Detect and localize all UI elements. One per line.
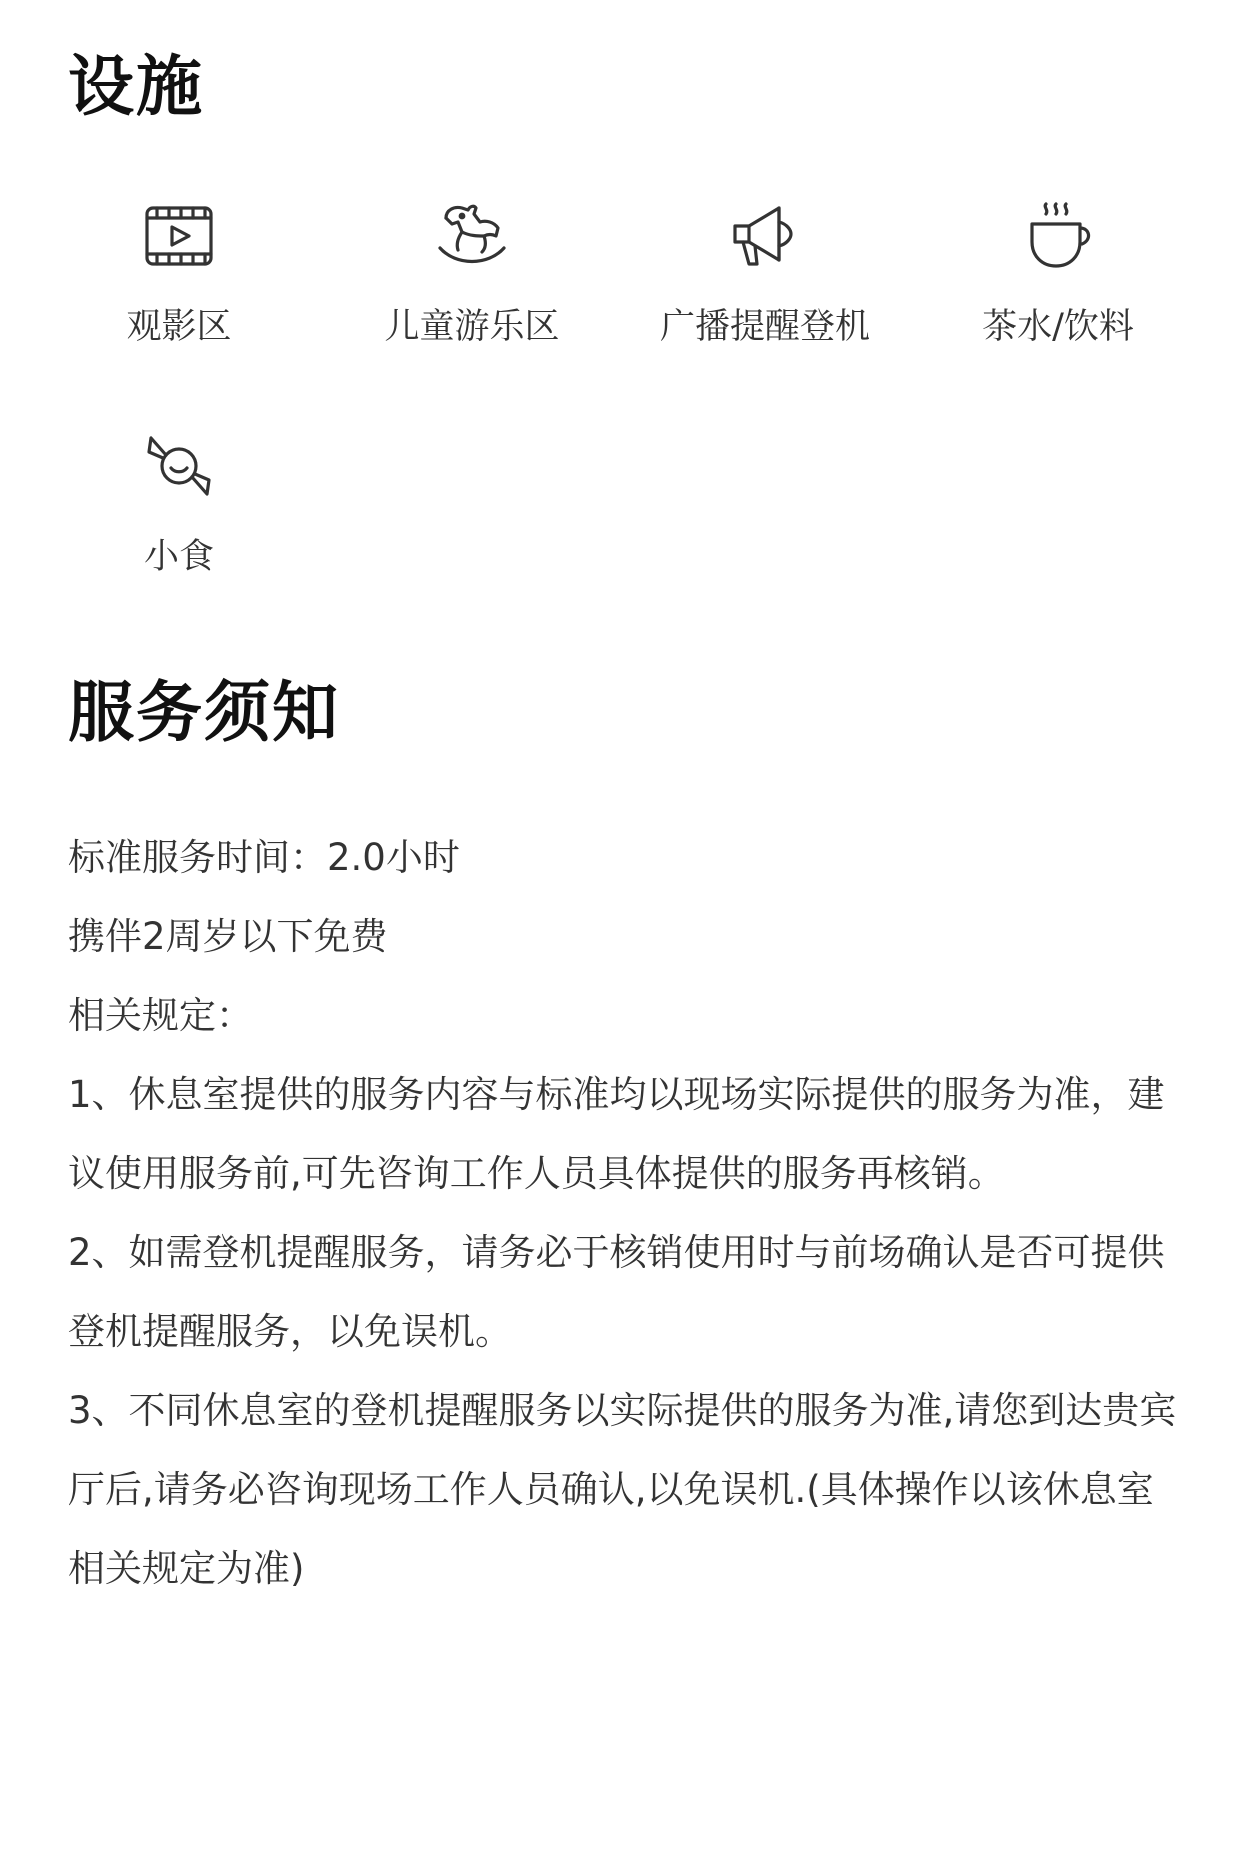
rocking-horse-icon	[432, 196, 512, 276]
facility-boarding-broadcast	[620, 196, 910, 348]
facility-label: 广播提醒登机	[659, 307, 870, 347]
video-play-icon	[139, 196, 219, 276]
notice-title: 服务须知	[68, 674, 340, 751]
megaphone-icon	[725, 196, 805, 276]
facility-label: 观影区	[126, 307, 232, 347]
hot-cup-icon	[1018, 196, 1098, 276]
facility-tea-drinks	[913, 196, 1203, 348]
rule-item: 2、如需登机提醒服务，请务必于核销使用时与前场确认是否可提供登机提醒服务，以免误机。	[68, 1231, 1165, 1353]
facility-label: 儿童游乐区	[384, 307, 560, 347]
rule-item: 3、不同休息室的登机提醒服务以实际提供的服务为准,请您到达贵宾厅后,请务必咨询现场工作人员确认,以免误机.(具体操作以该休息室相关规定为准)	[68, 1389, 1177, 1590]
service-notice	[68, 818, 1188, 1608]
facility-label: 茶水/饮料	[982, 307, 1134, 347]
rule-item: 1、休息室提供的服务内容与标准均以现场实际提供的服务为准，建议使用服务前,可先咨询工作人员具体提供的服务再核销。	[68, 1073, 1165, 1195]
facility-label: 小食	[143, 537, 214, 577]
rules-heading: 相关规定：	[68, 994, 253, 1037]
facilities-title: 设施	[68, 48, 204, 125]
facility-kids-play-area	[327, 196, 617, 348]
facility-video-area	[34, 196, 324, 348]
facility-snacks	[34, 426, 324, 578]
child-policy: 携伴2周岁以下免费	[68, 915, 388, 958]
service-time: 标准服务时间：2.0小时	[68, 836, 460, 879]
candy-icon	[139, 426, 219, 506]
